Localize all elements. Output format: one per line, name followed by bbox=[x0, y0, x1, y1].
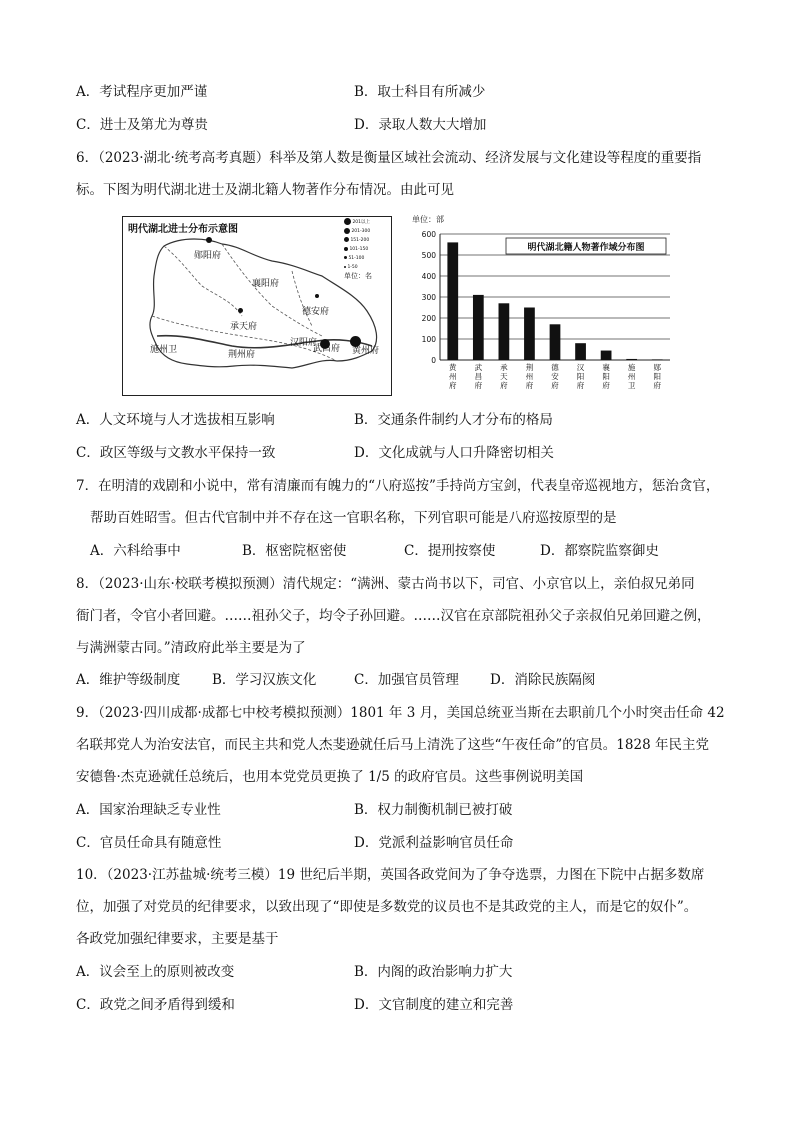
q8-option-b: B．学习汉族文化 bbox=[212, 672, 317, 688]
x-tick-label: 汉阳府 bbox=[576, 363, 585, 390]
y-tick-label: 500 bbox=[421, 251, 436, 260]
q9-option-d: D．党派利益影响官员任命 bbox=[354, 835, 514, 851]
chart-bar bbox=[652, 359, 663, 360]
map-title: 明代湖北进士分布示意图 bbox=[128, 224, 238, 235]
legend-item: 151-200 bbox=[350, 238, 370, 243]
x-tick-label: 郧阳府 bbox=[653, 363, 661, 390]
q10-stem-line-2: 位，加强了对党员的纪律要求，以致出现了“即使是多数党的议员也不是其政党的主人，而是它的奴仆”。 bbox=[76, 899, 698, 915]
q8-stem-line-3: 与满洲蒙古同。”清政府此举主要是为了 bbox=[76, 640, 306, 656]
q9-stem-line-2: 名联邦党人为治安法官，而民主共和党人杰斐逊就任后马上清洗了这些“午夜任命”的官员。1828 年民主党 bbox=[76, 737, 709, 753]
q6-option-c: C．政区等级与文教水平保持一致 bbox=[76, 445, 276, 461]
legend-item: 1-50 bbox=[347, 265, 358, 270]
q10-stem-line-1: 10．（2023·江苏盐城·统考三模）19 世纪后半期，英国各政党间为了争夺选票，力图在下院中占据多数席 bbox=[76, 867, 705, 883]
map-legend bbox=[344, 218, 390, 281]
map-place-label: 武昌府 bbox=[313, 344, 341, 354]
q8-stem-line-1: 8．（2023·山东·校联考模拟预测）清代规定：“满洲、蒙古尚书以下，司官、小京官以上，亲伯叔兄弟同 bbox=[76, 576, 695, 592]
map-place-label: 德安府 bbox=[302, 307, 330, 317]
q10-option-b: B．内阁的政治影响力扩大 bbox=[354, 964, 513, 980]
legend-dot-icon bbox=[344, 256, 347, 259]
map-place-label: 襄阳府 bbox=[252, 279, 280, 289]
legend-item: 201-300 bbox=[351, 229, 371, 234]
y-tick-label: 400 bbox=[421, 272, 436, 281]
q10-option-c: C．政党之间矛盾得到缓和 bbox=[76, 997, 235, 1013]
x-tick-label: 黄州府 bbox=[449, 363, 457, 390]
y-tick-label: 300 bbox=[421, 293, 436, 302]
q6-stem-line-1: 6．（2023·湖北·统考高考真题）科举及第人数是衡量区域社会流动、经济发展与文化建设等程度的重要指 bbox=[76, 150, 702, 166]
q10-stem-line-3: 各政党加强纪律要求，主要是基于 bbox=[76, 931, 279, 947]
map-place-label: 荆州府 bbox=[228, 350, 256, 360]
hubei-map-figure bbox=[122, 216, 392, 396]
y-tick-label: 0 bbox=[431, 356, 436, 365]
q6-option-d: D．文化成就与人口升降密切相关 bbox=[354, 445, 554, 461]
works-bar-chart bbox=[410, 212, 682, 402]
chart-bar bbox=[601, 351, 612, 360]
x-tick-label: 襄阳府 bbox=[602, 363, 610, 390]
q7-stem-line-2: 帮助百姓昭雪。但古代官制中并不存在这一官职名称，下列官职可能是八府巡按原型的是 bbox=[90, 510, 617, 526]
chart-bar bbox=[473, 295, 484, 360]
chart-title: 明代湖北籍人物著作域分布图 bbox=[527, 243, 645, 253]
legend-item: 201以上 bbox=[352, 220, 371, 225]
q5-option-c: C．进士及第尤为尊贵 bbox=[76, 117, 208, 133]
q9-stem-line-1: 9．（2023·四川成都·成都七中校考模拟预测）1801 年 3 月，美国总统亚当斯在去职前几个小时突击任命 42 bbox=[76, 705, 725, 721]
q6-stem-line-2: 标。下图为明代湖北进士及湖北籍人物著作分布情况。由此可见 bbox=[76, 182, 454, 198]
q9-option-c: C．官员任命具有随意性 bbox=[76, 835, 222, 851]
x-tick-label: 武昌府 bbox=[474, 363, 483, 390]
legend-dot-icon bbox=[344, 266, 346, 268]
map-place-label: 黄州府 bbox=[352, 346, 380, 356]
chart-bar bbox=[575, 343, 586, 360]
legend-dot-icon bbox=[344, 228, 350, 234]
x-tick-label: 荆州府 bbox=[525, 363, 534, 390]
map-place-label: 郧阳府 bbox=[194, 251, 222, 261]
q6-option-a: A．人文环境与人才选拔相互影响 bbox=[76, 412, 275, 428]
chart-bar bbox=[626, 359, 637, 360]
legend-item: 101-150 bbox=[349, 247, 369, 252]
q5-option-a: A．考试程序更加严谨 bbox=[76, 84, 208, 100]
map-place-label: 施州卫 bbox=[150, 345, 178, 355]
q7-stem-line-1: 7．在明清的戏剧和小说中，常有清廉而有魄力的“八府巡按”手持尚方宝剑，代表皇帝巡视地方，惩治贪官， bbox=[76, 478, 720, 494]
chart-unit-label: 单位：部 bbox=[412, 215, 444, 224]
q9-option-a: A．国家治理缺乏专业性 bbox=[76, 802, 221, 818]
q9-stem-line-3: 安德鲁·杰克逊就任总统后，也用本党党员更换了 1/5 的政府官员。这些事例说明美国 bbox=[76, 769, 584, 785]
map-dot-icon bbox=[315, 294, 319, 298]
chart-bar bbox=[499, 303, 510, 360]
q5-option-b: B．取士科目有所减少 bbox=[354, 84, 486, 100]
q8-option-c: C．加强官员管理 bbox=[354, 672, 459, 688]
q6-option-b: B．交通条件制约人才分布的格局 bbox=[354, 412, 553, 428]
q7-option-d: D．都察院监察御史 bbox=[540, 543, 659, 559]
map-place-label: 汉阳府 bbox=[290, 338, 318, 348]
bar-chart-svg bbox=[410, 212, 682, 402]
y-tick-label: 600 bbox=[421, 230, 436, 239]
map-place-label: 承天府 bbox=[230, 322, 258, 332]
q9-option-b: B．权力制衡机制已被打破 bbox=[354, 802, 513, 818]
q7-option-a: A．六科给事中 bbox=[90, 543, 181, 559]
x-tick-label: 施州卫 bbox=[627, 363, 636, 390]
chart-bar bbox=[550, 324, 561, 360]
map-dot-icon bbox=[206, 237, 212, 243]
y-tick-label: 100 bbox=[421, 335, 436, 344]
legend-dot-icon bbox=[344, 237, 349, 242]
x-tick-label: 德安府 bbox=[551, 363, 559, 390]
q10-option-d: D．文官制度的建立和完善 bbox=[354, 997, 514, 1013]
legend-item: 51-100 bbox=[348, 256, 365, 261]
map-dot-icon bbox=[238, 308, 243, 313]
q8-option-d: D．消除民族隔阂 bbox=[490, 672, 596, 688]
q5-option-d: D．录取人数大大增加 bbox=[354, 117, 487, 133]
chart-bar bbox=[524, 308, 535, 361]
legend-dot-icon bbox=[344, 218, 351, 225]
legend-dot-icon bbox=[344, 247, 348, 251]
chart-bar bbox=[447, 242, 458, 360]
q7-option-c: C．提刑按察使 bbox=[404, 543, 496, 559]
legend-unit: 单位：名 bbox=[344, 272, 372, 280]
x-tick-label: 承天府 bbox=[500, 363, 508, 390]
q8-stem-line-2: 衙门者，令官小者回避。……祖孙父子，均令子孙回避。……汉官在京部院祖孙父子亲叔伯兄弟回避之例， bbox=[76, 608, 711, 624]
q10-option-a: A．议会至上的原则被改变 bbox=[76, 964, 235, 980]
y-tick-label: 200 bbox=[421, 314, 436, 323]
q8-option-a: A．维护等级制度 bbox=[76, 672, 181, 688]
q7-option-b: B．枢密院枢密使 bbox=[242, 543, 347, 559]
